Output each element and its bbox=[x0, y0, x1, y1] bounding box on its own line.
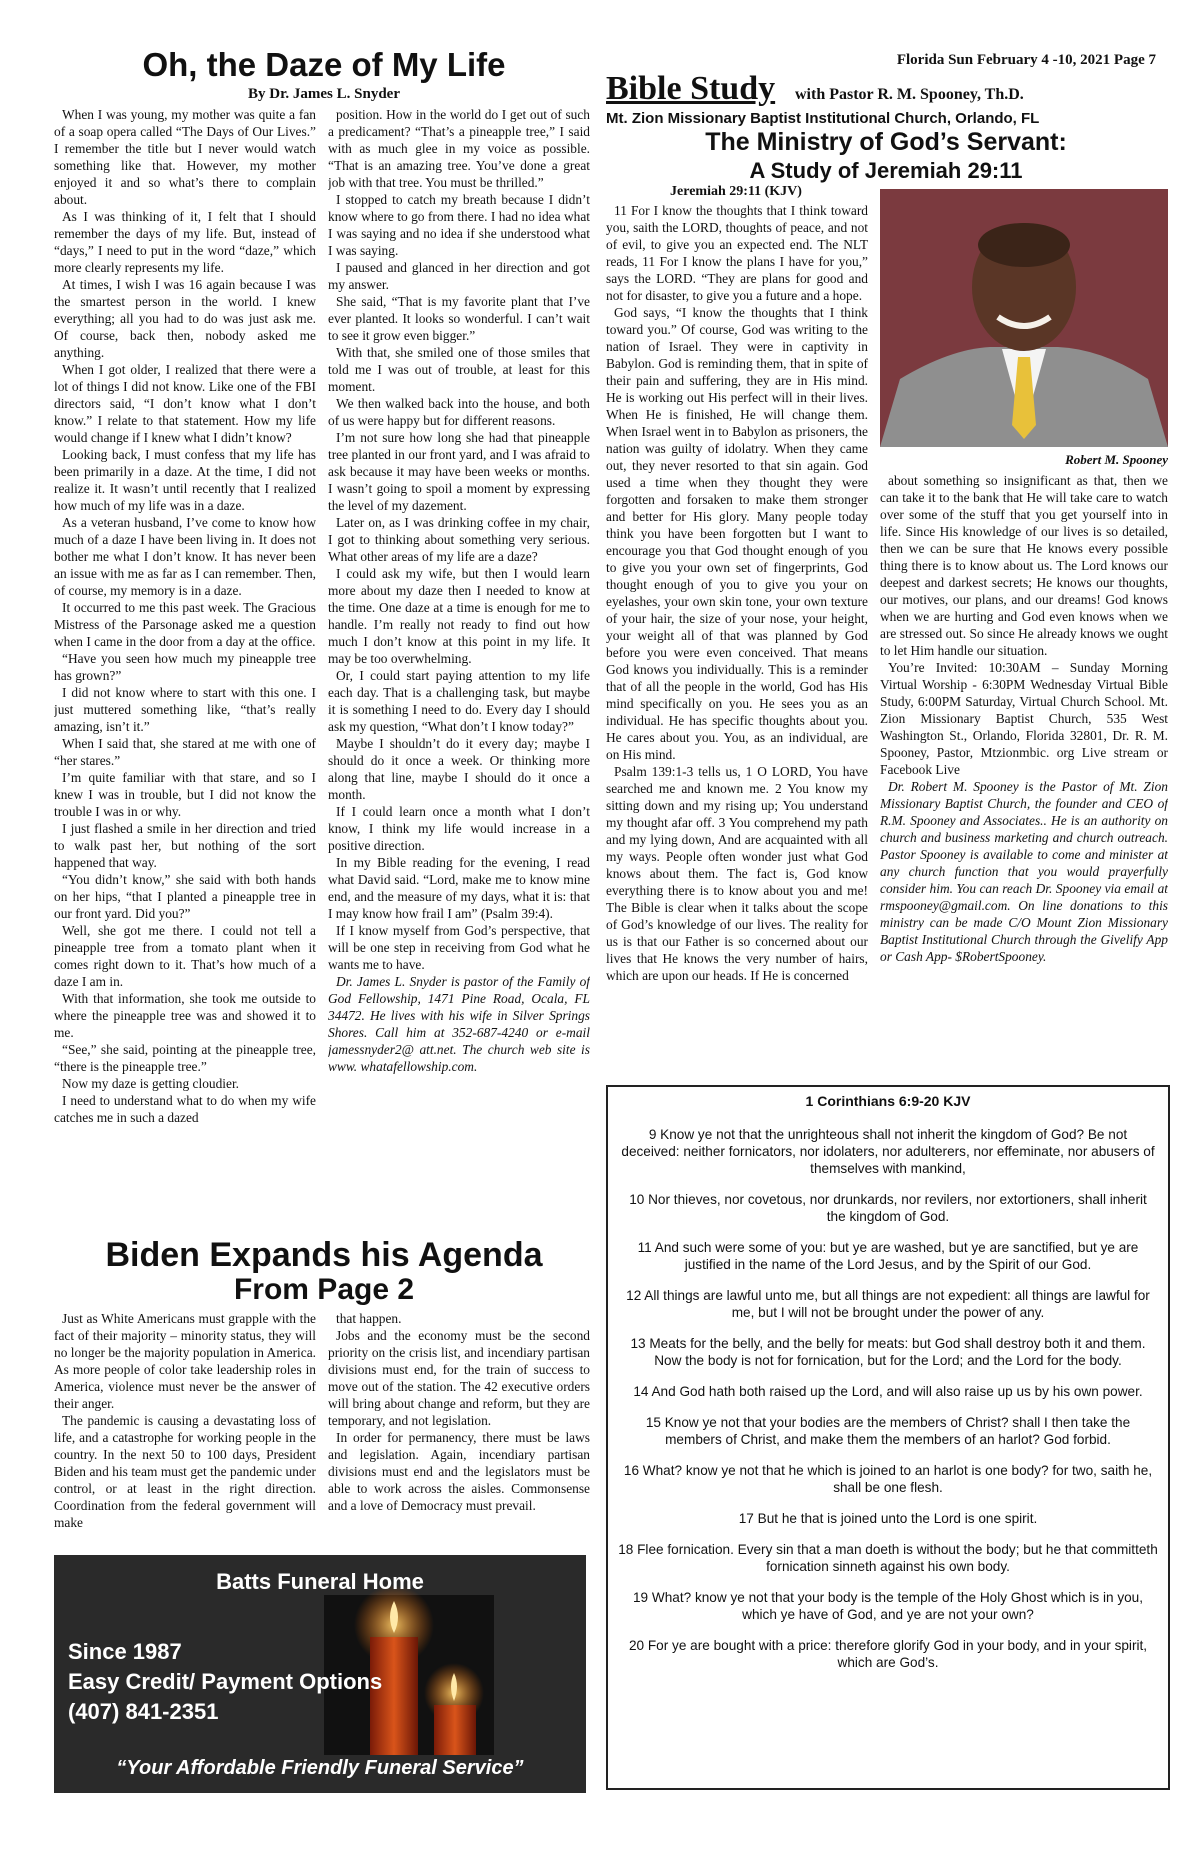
ad-tagline: “Your Affordable Friendly Funeral Service” bbox=[116, 1757, 524, 1779]
ad-phone-line: (407) 841-2351 bbox=[68, 1699, 219, 1724]
paragraph: I paused and glanced in her direction and got my answer. bbox=[328, 260, 590, 292]
paragraph: If I know myself from God’s perspective, that will be one step in receiving from God what he wants me to have. bbox=[328, 923, 590, 972]
paragraph: When I got older, I realized that there were a lot of things I did not know. Like one of the FBI directors said, “I don’t know what I don’t know.” I relate to that statement. How my life would change if I knew what I didn’t know? bbox=[54, 362, 316, 445]
verse: 17 But he that is joined unto the Lord is one spirit. bbox=[738, 1511, 1038, 1526]
paragraph: I stopped to catch my breath because I didn’t know where to go from there. I had no idea what I was saying and no idea if she understood what I was saying. bbox=[328, 192, 590, 258]
paragraph: We then walked back into the house, and both of us were happy but for different reasons. bbox=[328, 396, 590, 428]
biden-column-2 bbox=[328, 1310, 590, 1548]
paragraph: I did not know where to start with this one. I just muttered something like, “that’s really amazing, isn’t it.” bbox=[54, 685, 316, 734]
paragraph: Psalm 139:1-3 tells us, 1 O LORD, You have searched me and known me. 2 You know my sitting down and my rising up; You understand my thought afar off. 3 You comprehend my path and my lying down, And are acquainted with all my ways. People often wonder just what God knows about them. The fact is, God know everything there is to know about you and me! The Bible is clear when it talks about the scope of God’s knowledge of our lives. The reality for us is that our Father is so concerned about our lives that He knows the very number of hairs, which are upon our heads. If He is concerned bbox=[606, 764, 868, 983]
paragraph: “See,” she said, pointing at the pineapple tree, “there is the pineapple tree.” bbox=[54, 1042, 316, 1074]
verse: 16 What? know ye not that he which is joined to an harlot is one body? for two, saith he, shall be one flesh. bbox=[623, 1463, 1153, 1495]
verse: 20 For ye are bought with a price: therefore glorify God in your body, and in your spirit, which are God’s. bbox=[628, 1638, 1148, 1670]
paragraph: The pandemic is causing a devastating loss of life, and a catastrophe for working people in the country. In the next 50 to 100 days, President Biden and his team must get the pandemic under control, or at least in the right direction. Coordination from the federal government will make bbox=[54, 1413, 316, 1530]
publication-dateline: Florida Sun February 4 -10, 2021 Page 7 bbox=[896, 52, 1156, 68]
paragraph: that happen. bbox=[336, 1311, 402, 1326]
paragraph: “Have you seen how much my pineapple tree has grown?” bbox=[54, 651, 316, 683]
pastor-photo bbox=[880, 189, 1168, 447]
biden-headline: Biden Expands his Agenda bbox=[105, 1236, 543, 1274]
biden-column-1 bbox=[54, 1310, 316, 1548]
verse: 12 All things are lawful unto me, but all things are not expedient: all things are lawful for me, but I will not be brought under the power of any. bbox=[626, 1288, 1150, 1320]
paragraph: If I could learn once a month what I don’t know, I think my life would increase in a positive direction. bbox=[328, 804, 590, 853]
ad-since-line: Since 1987 bbox=[68, 1639, 182, 1664]
paragraph: In my Bible reading for the evening, I read what David said. “Lord, make me to know mine end, and the measure of my days, what it is: that I may know how frail I am” (Psalm 39:4). bbox=[328, 855, 590, 921]
verse: 18 Flee fornication. Every sin that a man doeth is without the body; but he that committeth fornication sinneth against his own body. bbox=[618, 1542, 1158, 1574]
verse: 15 Know ye not that your bodies are the members of Christ? shall I then take the members of Christ, and make them the members of an harlot? God forbid. bbox=[645, 1415, 1131, 1447]
bible-study-title: Bible Study bbox=[606, 70, 776, 107]
paragraph: In order for permanency, there must be laws and legislation. Again, incendiary partisan divisions must end and the legislators must be able to work across the aisles. Commonsense and a love of Democracy must prevail. bbox=[328, 1430, 590, 1513]
daze-column-2 bbox=[328, 106, 590, 1226]
ad-business-name: Batts Funeral Home bbox=[216, 1569, 424, 1594]
biden-subheadline: From Page 2 bbox=[233, 1273, 415, 1306]
church-name: Mt. Zion Missionary Baptist Institutional Church, Orlando, FL bbox=[606, 110, 1040, 127]
paragraph: When I said that, she stared at me with one of “her stares.” bbox=[54, 736, 316, 768]
paragraph: She said, “That is my favorite plant that I’ve ever planted. It looks so wonderful. I can’t wait to see it grow even bigger.” bbox=[328, 294, 590, 343]
portrait-image bbox=[880, 189, 1168, 447]
paragraph: Just as White Americans must grapple with the fact of their majority – minority status, they will no longer be the majority population in America. As more people of color take leadership roles in America, violence must never be the answer of their anger. bbox=[54, 1311, 316, 1411]
paragraph: Or, I could start paying attention to my life each day. That is a challenging task, but maybe it is something I need to do. Every day I should ask my question, “What don’t I know today?” bbox=[328, 668, 590, 734]
paragraph: Well, she got me there. I could not tell a pineapple tree from a tomato plant when it comes right down to it. That’s how much of a daze I am in. bbox=[54, 923, 316, 989]
bible-study-column-1 bbox=[606, 202, 868, 1078]
daze-byline: By Dr. James L. Snyder bbox=[248, 86, 400, 102]
verse: 11 And such were some of you: but ye are washed, but ye are sanctified, but ye are justified in the name of the Lord Jesus, and by the Spirit of our God. bbox=[637, 1240, 1139, 1272]
paragraph: As I was thinking of it, I felt that I should remember the days of my life. But, instead of “days,” I need to put in the word “daze,” which more clearly represents my life. bbox=[54, 209, 316, 275]
corinthians-verses bbox=[618, 1126, 1158, 1685]
paragraph: about something so insignificant as that, then we can take it to the bank that He will take care to watch over some of the stuff that you get yourself into in life. Since His knowledge of our lives is so detailed, then we can be sure that He knows every possible thing there is to know about us. The Lord knows our deepest and darkest secrets; He knows our thoughts, our motives, our plans, and our dreams! God knows when we are hurting and God even knows when we are stressed out. So since He already knows we ought to let Him handle our situation. bbox=[880, 473, 1168, 658]
verse: 19 What? know ye not that your body is the temple of the Holy Ghost which is in you, which ye have of God, and ye are not your own? bbox=[632, 1590, 1144, 1622]
bible-study-subheadline: A Study of Jeremiah 29:11 bbox=[749, 158, 1023, 183]
paragraph: At times, I wish I was 16 again because I was the smartest person in the world. I knew everything; all you had to do was just ask me. Of course, back then, nobody asked me anything. bbox=[54, 277, 316, 360]
paragraph: Jobs and the economy must be the second priority on the crisis list, and incendiary partisan divisions must end, for the train of success to move out of the station. The 42 executive orders will bring about change and reform, but they are temporary, and not legislation. bbox=[328, 1328, 590, 1428]
ad-payment-line: Easy Credit/ Payment Options bbox=[68, 1669, 383, 1694]
verse: 14 And God hath both raised up the Lord, and will also raise up us by his own power. bbox=[633, 1384, 1143, 1399]
paragraph: Maybe I shouldn’t do it every day; maybe I should do it once a week. Or thinking more along that line, maybe I should do it once a month. bbox=[328, 736, 590, 802]
paragraph: When I was young, my mother was quite a fan of a soap opera called “The Days of Our Lives.” I remember the title but I never would watch something like that. However, my mother enjoyed it and so what’s there to complain about. bbox=[54, 107, 316, 207]
paragraph: It occurred to me this past week. The Gracious Mistress of the Parsonage asked me a question when I came in the door from a day at the office. bbox=[54, 600, 316, 649]
pastor-line: with Pastor R. M. Spooney, Th.D. bbox=[795, 86, 1024, 103]
bible-study-headline: The Ministry of God’s Servant: bbox=[705, 128, 1067, 156]
paragraph: With that, she smiled one of those smiles that told me I was out of trouble, at least for this moment. bbox=[328, 345, 590, 394]
paragraph: 11 For I know the thoughts that I think toward you, saith the LORD, thoughts of peace, and not of evil, to give you an expected end. The NLT reads, 11 For I know the plans I have for you,” says the LORD. “They are plans for good and not for disaster, to give you a future and a hope. bbox=[606, 203, 868, 303]
funeral-home-ad bbox=[54, 1555, 586, 1793]
daze-column-1 bbox=[54, 106, 316, 1226]
daze-headline: Oh, the Daze of My Life bbox=[142, 46, 506, 83]
verse: 13 Meats for the belly, and the belly for meats: but God shall destroy both it and them. Now the body is not for fornication, but for the Lord; and the Lord for the body. bbox=[630, 1336, 1146, 1368]
paragraph: I just flashed a smile in her direction and tried to walk past her, but nothing of the sort happened that way. bbox=[54, 821, 316, 870]
verse-reference: Jeremiah 29:11 (KJV) bbox=[670, 184, 802, 199]
paragraph: I need to understand what to do when my wife catches me in such a dazed bbox=[54, 1093, 316, 1125]
verse: 10 Nor thieves, nor covetous, nor drunkards, nor revilers, nor extortioners, shall inherit the kingdom of God. bbox=[629, 1192, 1147, 1224]
paragraph: Now my daze is getting cloudier. bbox=[62, 1076, 240, 1091]
paragraph: As a veteran husband, I’ve come to know how much of a daze I have been living in. It does not bother me what I don’t know. It has never been an issue with me as far as I can remember. Then, of course, my memory is in a daze. bbox=[54, 515, 316, 598]
paragraph: I’m not sure how long she had that pineapple tree planted in our front yard, and I was afraid to ask because it may have been weeks or months. I wasn’t going to spoil a moment by expressing the level of my dazement. bbox=[328, 430, 590, 513]
photo-caption: Robert M. Spooney bbox=[1065, 452, 1168, 467]
pastor-bio: Dr. Robert M. Spooney is the Pastor of Mt. Zion Missionary Baptist Church, the founder and CEO of R.M. Spooney and Associates.. He is an authority on church and business marketing and church outreach. Pastor Spooney is available to come and minister at any church function that you would prayerfully consider him. You can reach Dr. Spooney via email at rmspooney@gmail.com. On line donations to this ministry can be made C/O Mount Zion Missionary Baptist Institutional Church through the Givelify App or Cash App- $RobertSpooney. bbox=[880, 779, 1168, 964]
paragraph: God says, “I know the thoughts that I think toward you.” Of course, God was writing to the nation of Israel. They were in captivity in Babylon. God is reminding them, that in spite of their pain and suffering, they are in His mind. He is working out His perfect will in their lives. When He is finished, He will change them. When Israel went in to Babylon as prisoners, the nation was guilty of idolatry. When they came out, they never resorted to that sin again. God used a time when they thought they were forgotten and forsaken to make them stronger and better for His glory. Many people today think you have been forgotten but I want to encourage you that God thought enough of you to give you your own set of fingerprints, God thought enough of you to give you your on eyelashes, your own skin tone, your own texture of your hair, the size of your nose, your height, your weight all of that was planned by God before you were even conceived. That means God knows you individually. This is a reminder that of all the people in the world, God has His mind specifically on you. He sees you as an individual. He has specific thoughts about you. He cares about you. You, as an individual, are on His mind. bbox=[606, 305, 868, 762]
paragraph: You’re Invited: 10:30AM – Sunday Morning Virtual Worship - 6:30PM Wednesday Virtual Bible Study, 6:00PM Saturday, Virtual Church School. Mt. Zion Missionary Baptist Church, 535 West Washington St., Orlando, Florida 32801, Dr. R. M. Spooney, Pastor, Mtzionmbic. org Live stream or Facebook Live bbox=[880, 660, 1168, 777]
bible-study-column-2 bbox=[880, 472, 1168, 1078]
author-bio: Dr. James L. Snyder is pastor of the Family of God Fellowship, 1471 Pine Road, Ocala, FL 34472. He lives with his wife in Silver Springs Shores. Call him at 352-687-4240 or e-mail jamessnyder2@ att.net. The church web site is www. whatafellowship.com. bbox=[328, 974, 590, 1074]
paragraph: With that information, she took me outside to where the pineapple tree was and showed it to me. bbox=[54, 991, 316, 1040]
paragraph: Looking back, I must confess that my life has been primarily in a daze. At the time, I did not realize it. It wasn’t until recently that I realized how much of my life was in a daze. bbox=[54, 447, 316, 513]
paragraph: I’m quite familiar with that stare, and so I knew I was in trouble, but I did not know the trouble I was in or why. bbox=[54, 770, 316, 819]
paragraph: “You didn’t know,” she said with both hands on her hips, “that I planted a pineapple tree in our front yard. Did you?” bbox=[54, 872, 316, 921]
corinthians-title: 1 Corinthians 6:9-20 KJV bbox=[805, 1093, 971, 1109]
verse: 9 Know ye not that the unrighteous shall not inherit the kingdom of God? Be not deceived: neither fornicators, nor idolaters, nor adulterers, nor effeminate, nor abusers of themselves with mankind, bbox=[621, 1127, 1155, 1176]
paragraph: I could ask my wife, but then I would learn more about my daze then I needed to know at the time. One daze at a time is enough for me to handle. I’m really not ready to find out how much I don’t know at this point in my life. It may be too overwhelming. bbox=[328, 566, 590, 666]
paragraph: Later on, as I was drinking coffee in my chair, I got to thinking about something very serious. What other areas of my life are a daze? bbox=[328, 515, 590, 564]
paragraph: position. How in the world do I get out of such a predicament? “That’s a pineapple tree,” I said with as much glee in my voice as possible. “That is an amazing tree. You’ve done a great job with that tree. You must be thrilled.” bbox=[328, 107, 590, 190]
